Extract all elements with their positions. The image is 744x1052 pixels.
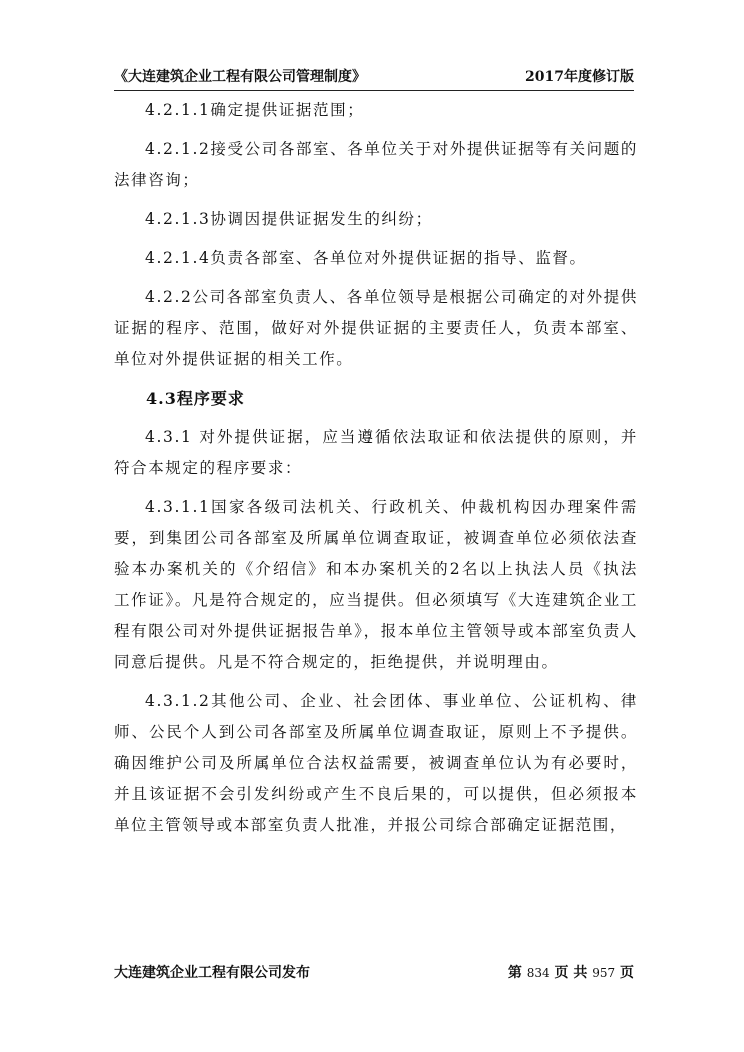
section-heading: 4.3程序要求 (146, 389, 245, 408)
page-number (508, 962, 634, 982)
document-title: 《大连建筑企业工程有限公司管理制度》 (114, 69, 366, 85)
page-current: 834 (526, 966, 550, 980)
paragraph: 4.2.2公司各部室负责人、各单位领导是根据公司确定的对外提供证据的程序、范围，做好对外提供证据的主要责任人，负责本部室、单位对外提供证据的相关工作。 (114, 288, 638, 368)
paragraph: 4.2.1.4负责各部室、各单位对外提供证据的指导、监督。 (145, 249, 587, 267)
page-suffix: 页 (620, 965, 634, 981)
publisher-label: 大连建筑企业工程有限公司发布 (114, 965, 310, 981)
paragraph: 4.3.1.2其他公司、企业、社会团体、事业单位、公证机构、律师、公民个人到公司各部室及所属单位调查取证，原则上不予提供。确因维护公司及所属单位合法权益需要，被调查单位认为有必要时，并且该证据不会引发纠纷或产生不良后果的，可以提供，但必须报本单位主管领导或本部室负责人批准，并报公司综合部确定证据范围， (114, 692, 638, 834)
edition-label: 2017年度修订版 (525, 69, 634, 85)
page-prefix: 第 (507, 965, 522, 981)
paragraph: 4.3.1 对外提供证据，应当遵循依法取证和依法提供的原则，并符合本规定的程序要求： (114, 428, 638, 477)
paragraph: 4.2.1.1确定提供证据范围； (145, 101, 365, 119)
paragraph: 4.2.1.2接受公司各部室、各单位关于对外提供证据等有关问题的法律咨询； (114, 140, 638, 189)
paragraph: 4.3.1.1国家各级司法机关、行政机关、仲裁机构因办理案件需要，到集团公司各部室及所属单位调查取证，被调查单位必须依法查验本办案机关的《介绍信》和本办案机关的2名以上执法人员《执法工作证》。凡是符合规定的，应当提供。但必须填写《大连建筑企业工程有限公司对外提供证据报告单》，报本单位主管领导或本部室负责人同意后提供。凡是不符合规定的，拒绝提供，并说明理由。 (114, 498, 638, 671)
page-middle: 页 共 (554, 965, 588, 981)
document-body (114, 95, 638, 849)
page-total: 957 (592, 966, 616, 980)
paragraph: 4.2.1.3协调因提供证据发生的纠纷； (145, 210, 433, 228)
page-header (114, 64, 634, 91)
